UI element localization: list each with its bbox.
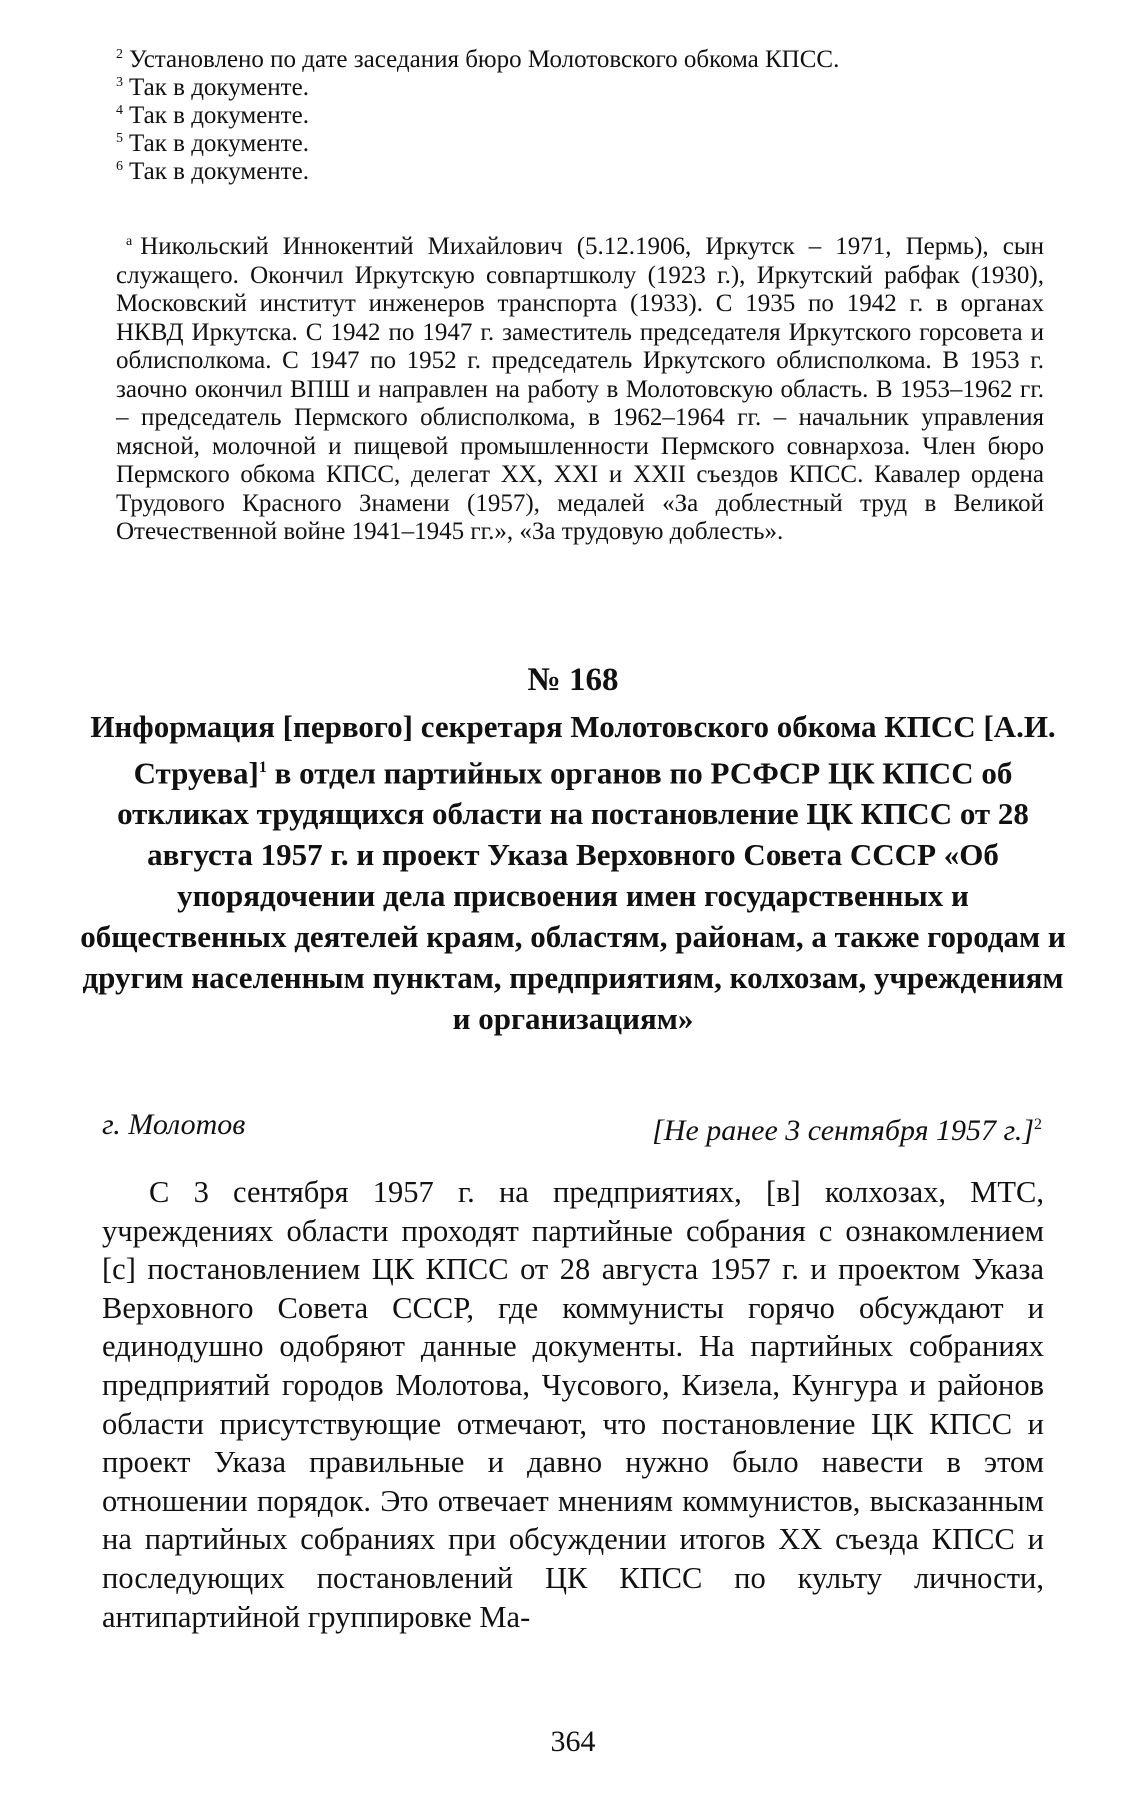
footnote bbox=[116, 46, 1016, 74]
document-title-part2: в отдел партийных органов по РСФСР ЦК КПСС об откликах трудящихся области на постановление ЦК КПСС от 28 августа 1957 г. и проект Указа Верховного Совета СССР «Об упорядочении дела присвоения имен государственных и общественных деятелей краям, областям, районам, а также городам и другим населенным пунктам, предприятиям, колхозам, учреждениям и организациям» bbox=[80, 755, 1066, 1037]
document-body: С 3 сентября 1957 г. на предприятиях, [в] колхозах, МТС, учреждениях области проходят партийные собрания с ознакомлением [с] постановлением ЦК КПСС от 28 августа 1957 г. и проектом Указа Верховного Совета СССР, где коммунисты горячо обсуждают и единодушно одобряют данные документы. На партийных собраниях предприятий городов Молотова, Чусового, Кизела, Кунгура и районов области присутствующие отмечают, что постановление ЦК КПСС и проект Указа правильные и давно нужно было навести в этом отношении порядок. Это отвечает мнениям коммунистов, высказанным на партийных собраниях при обсуждении итогов XX съезда КПСС и последующих постановлений ЦК КПСС по культу личности, антипартийной группировке Ма- bbox=[102, 1175, 1044, 1634]
footnote-mark: 2 bbox=[116, 46, 123, 62]
document-place: г. Молотов bbox=[102, 1108, 246, 1141]
footnote-mark: 5 bbox=[116, 130, 123, 146]
footnote bbox=[116, 158, 1016, 186]
document-date-text: [Не ранее 3 сентября 1957 г.] bbox=[652, 1114, 1034, 1147]
biographical-note bbox=[116, 233, 1044, 547]
document-number: № 168 bbox=[527, 662, 619, 698]
title-footnote-mark: 1 bbox=[258, 759, 267, 776]
date-footnote-mark: 2 bbox=[1034, 1116, 1042, 1133]
footnote-mark: 3 bbox=[116, 74, 123, 90]
footnote-text: Так в документе. bbox=[129, 158, 309, 185]
footnote-mark: 6 bbox=[116, 158, 123, 174]
footnote-text: Так в документе. bbox=[129, 130, 309, 157]
footnote-text: Установлено по дате заседания бюро Молотовского обкома КПСС. bbox=[129, 46, 840, 73]
footnote-text: Так в документе. bbox=[129, 102, 309, 129]
footnote-mark: 4 bbox=[116, 102, 123, 118]
footnote bbox=[116, 102, 1016, 130]
document-title-part1: Информация [первого] секретаря Молотовского обкома КПСС [А.И. Струева] bbox=[90, 709, 1056, 791]
bio-note-mark: а bbox=[126, 233, 133, 249]
footnotes-block bbox=[116, 46, 1016, 186]
document-title bbox=[80, 706, 1066, 1039]
bio-note-text: Никольский Иннокентий Михайлович (5.12.1906, Иркутск – 1971, Пермь), сын служащего. Окончил Иркутскую совпартшколу (1923 г.), Иркутский рабфак (1930), Московский институт инженеров транспорта (1933). С 1935 по 1942 г. в органах НКВД Иркутска. С 1942 по 1947 г. заместитель председателя Иркутского горсовета и облисполкома. С 1947 по 1952 г. председатель Иркутского облисполкома. В 1953 г. заочно окончил ВПШ и направлен на работу в Молотовскую область. В 1953–1962 гг. – председатель Пермского облисполкома, в 1962–1964 гг. – начальник управления мясной, молочной и пищевой промышленности Пермского совнархоза. Член бюро Пермского обкома КПСС, делегат XX, XXI и XXII съездов КПСС. Кавалер ордена Трудового Красного Знамени (1957), медалей «За доблестный труд в Великой Отечественной войне 1941–1945 гг.», «За трудовую доблесть». bbox=[116, 233, 1044, 545]
document-date bbox=[652, 1107, 1042, 1149]
footnote bbox=[116, 130, 1016, 158]
footnote bbox=[116, 74, 1016, 102]
footnote-text: Так в документе. bbox=[129, 74, 309, 101]
page-number: 364 bbox=[550, 1725, 596, 1758]
